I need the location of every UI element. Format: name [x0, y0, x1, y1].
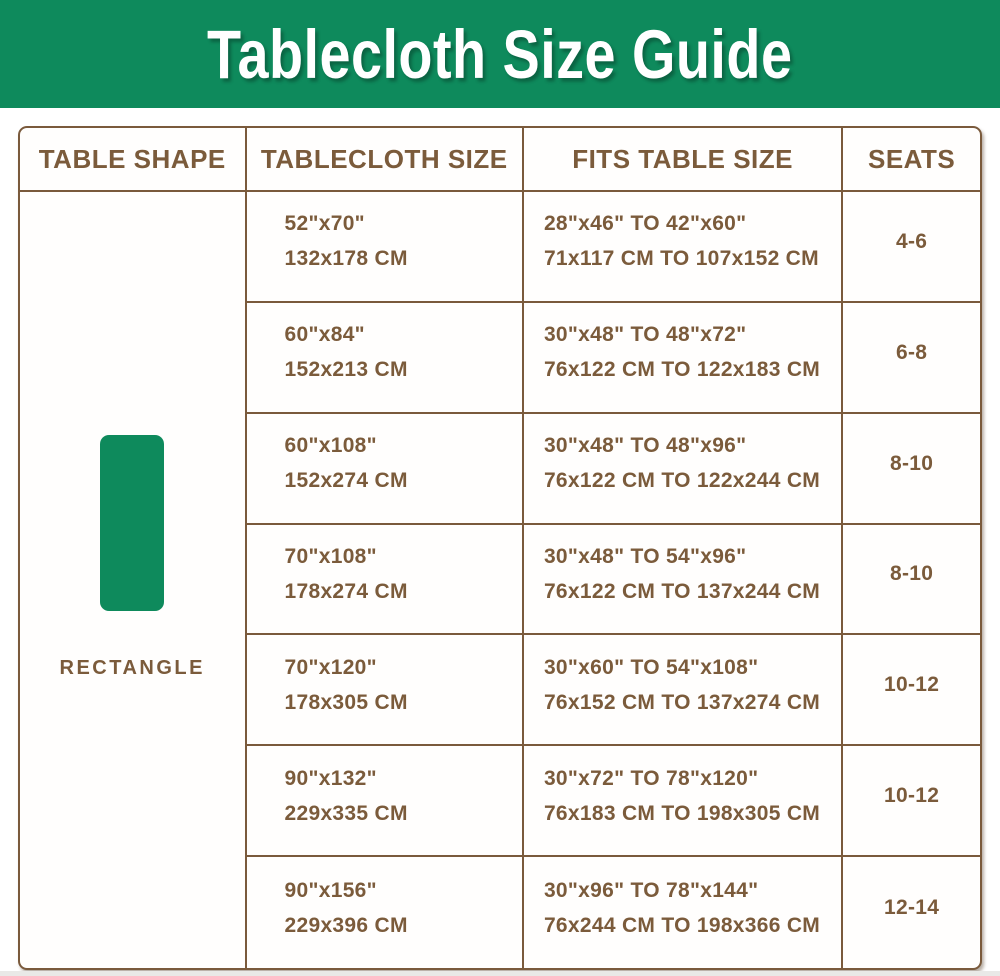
- table-row-6-seats: [843, 746, 980, 857]
- column-header-table-shape: TABLE SHAPE: [20, 128, 247, 192]
- seats-value: 6-8: [896, 340, 928, 364]
- rectangle-shape-icon: [100, 435, 164, 611]
- fits-size-cm: 76x152 CM TO 137x274 CM: [543, 690, 821, 714]
- fits-size-cm: 76x122 CM TO 137x244 CM: [543, 579, 821, 603]
- table-row-4-tablecloth-size: [247, 525, 524, 636]
- column-header-fits-table-size: FITS TABLE SIZE: [524, 128, 843, 192]
- table-row-4-fits-table-size: [524, 525, 843, 636]
- seats-value: 10-12: [884, 673, 940, 697]
- fits-size-cm: 76x122 CM TO 122x183 CM: [543, 358, 821, 382]
- seats-value: 4-6: [896, 229, 928, 253]
- shape-label: RECTANGLE: [59, 657, 205, 680]
- table-row-6-fits-table-size: [524, 746, 843, 857]
- table-row-3-tablecloth-size: [247, 414, 524, 525]
- fits-size-inches: 28"x46" TO 42"x60": [543, 212, 747, 236]
- column-header-seats: SEATS: [843, 128, 980, 192]
- tablecloth-size-inches: 90"x156": [284, 878, 377, 902]
- table-row-7-fits-table-size: [524, 857, 843, 968]
- fits-size-cm: 76x122 CM TO 122x244 CM: [543, 469, 821, 493]
- seats-value: 8-10: [890, 451, 934, 475]
- tablecloth-size-cm: 229x396 CM: [284, 913, 408, 937]
- tablecloth-size-inches: 90"x132": [284, 766, 377, 790]
- table-row-1-fits-table-size: [524, 192, 843, 303]
- tablecloth-size-inches: 52"x70": [284, 212, 365, 236]
- table-row-7-seats: [843, 857, 980, 968]
- bottom-edge-strip: [0, 971, 1000, 976]
- table-row-2-fits-table-size: [524, 303, 843, 414]
- size-guide-table: [18, 126, 982, 970]
- fits-size-cm: 76x183 CM TO 198x305 CM: [543, 801, 821, 825]
- table-row-7-tablecloth-size: [247, 857, 524, 968]
- fits-size-cm: 76x244 CM TO 198x366 CM: [543, 913, 821, 937]
- tablecloth-size-cm: 178x305 CM: [284, 690, 408, 714]
- table-row-2-tablecloth-size: [247, 303, 524, 414]
- fits-size-inches: 30"x48" TO 48"x96": [543, 434, 747, 458]
- table-row-2-seats: [843, 303, 980, 414]
- table-row-4-seats: [843, 525, 980, 636]
- tablecloth-size-inches: 60"x84": [284, 323, 365, 347]
- table-row-5-fits-table-size: [524, 635, 843, 746]
- table-row-3-fits-table-size: [524, 414, 843, 525]
- seats-value: 10-12: [884, 784, 940, 808]
- tablecloth-size-cm: 132x178 CM: [284, 247, 408, 271]
- table-row-6-tablecloth-size: [247, 746, 524, 857]
- table-row-5-seats: [843, 635, 980, 746]
- tablecloth-size-inches: 60"x108": [284, 434, 377, 458]
- table-shape-cell: [20, 192, 247, 968]
- page-title: Tablecloth Size Guide: [207, 15, 793, 93]
- tablecloth-size-cm: 152x274 CM: [284, 469, 408, 493]
- seats-value: 8-10: [890, 562, 934, 586]
- fits-size-inches: 30"x96" TO 78"x144": [543, 878, 759, 902]
- fits-size-inches: 30"x60" TO 54"x108": [543, 655, 759, 679]
- tablecloth-size-inches: 70"x120": [284, 655, 377, 679]
- tablecloth-size-cm: 152x213 CM: [284, 358, 408, 382]
- tablecloth-size-cm: 229x335 CM: [284, 801, 408, 825]
- shape-figure: [60, 435, 205, 680]
- tablecloth-size-cm: 178x274 CM: [284, 579, 408, 603]
- fits-size-inches: 30"x72" TO 78"x120": [543, 766, 759, 790]
- fits-size-inches: 30"x48" TO 48"x72": [543, 323, 747, 347]
- table-row-3-seats: [843, 414, 980, 525]
- title-banner: [0, 0, 1000, 108]
- fits-size-cm: 71x117 CM TO 107x152 CM: [543, 247, 819, 271]
- table-row-5-tablecloth-size: [247, 635, 524, 746]
- column-header-tablecloth-size: TABLECLOTH SIZE: [247, 128, 524, 192]
- table-row-1-seats: [843, 192, 980, 303]
- table-row-1-tablecloth-size: [247, 192, 524, 303]
- seats-value: 12-14: [884, 896, 940, 920]
- fits-size-inches: 30"x48" TO 54"x96": [543, 544, 747, 568]
- tablecloth-size-inches: 70"x108": [284, 544, 377, 568]
